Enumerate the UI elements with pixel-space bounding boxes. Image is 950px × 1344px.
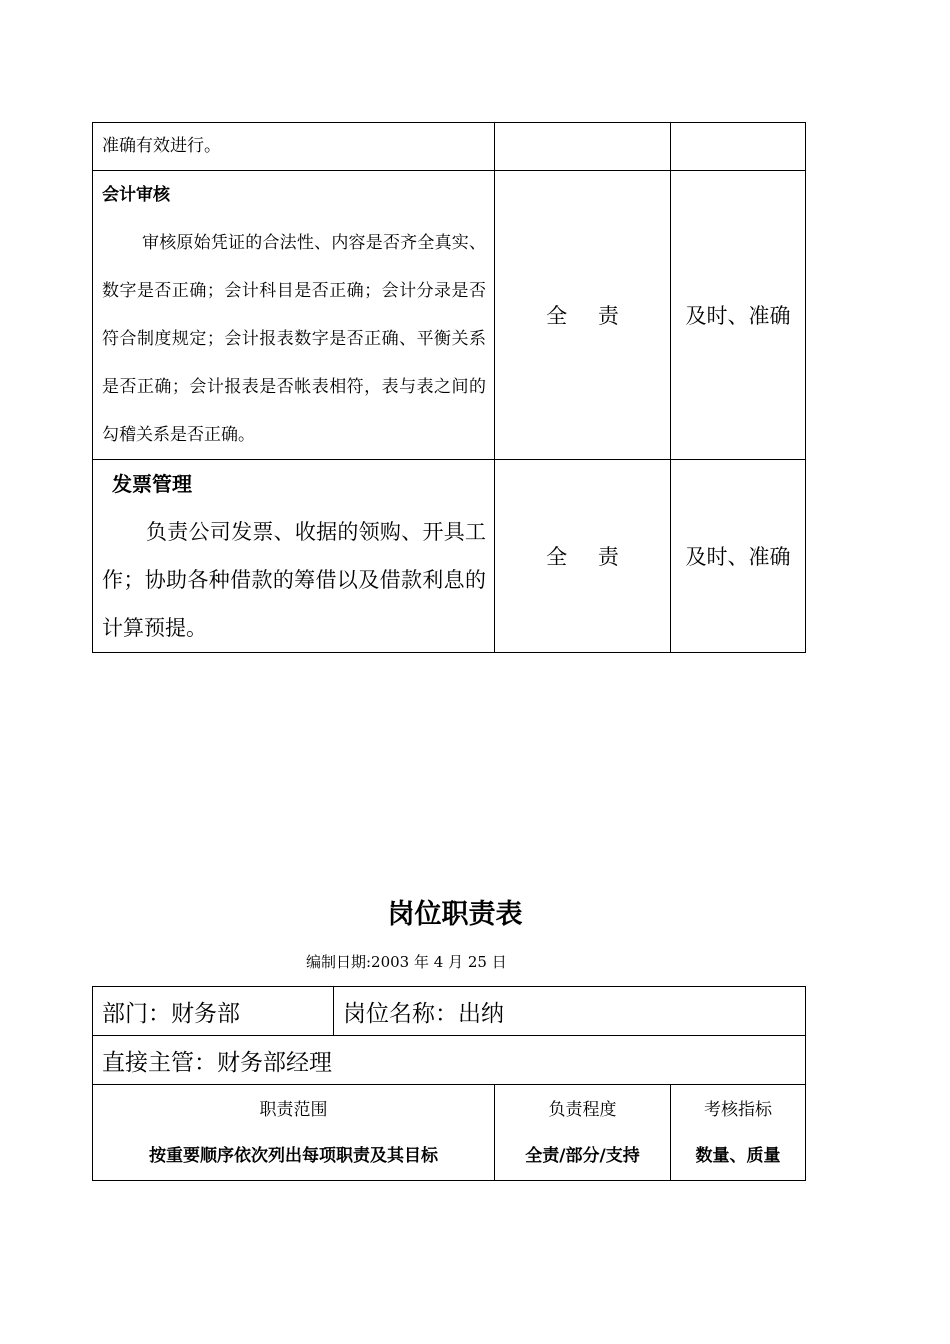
table-row bbox=[93, 1036, 806, 1085]
duty-heading: 发票管理 bbox=[112, 472, 192, 496]
table-row bbox=[93, 460, 806, 653]
indicator-header bbox=[671, 1085, 806, 1181]
degree-header bbox=[495, 1085, 671, 1181]
page-title: 岗位职责表 bbox=[387, 899, 523, 930]
scope-header-subtitle: 按重要顺序依次列出每项职责及其目标 bbox=[149, 1145, 438, 1166]
indicator-header-title: 考核指标 bbox=[704, 1099, 772, 1120]
department-cell bbox=[93, 987, 334, 1036]
duty-heading: 会计审核 bbox=[102, 185, 170, 205]
indicator-header-subtitle: 数量、质量 bbox=[695, 1145, 781, 1166]
supervisor-label: 直接主管：财务部经理 bbox=[102, 1049, 332, 1076]
duty-cell bbox=[93, 460, 495, 653]
compile-date: 编制日期:2003 年 4 月 25 日 bbox=[306, 953, 507, 971]
responsibility-cell bbox=[495, 123, 671, 171]
responsibility-value: 全 责 bbox=[546, 304, 631, 328]
continuation-text: 准确有效进行。 bbox=[102, 136, 221, 156]
duty-table-continued bbox=[92, 122, 806, 653]
table-row bbox=[93, 171, 806, 460]
indicator-value: 及时、准确 bbox=[685, 545, 791, 569]
job-duty-form bbox=[92, 986, 806, 1181]
position-cell bbox=[334, 987, 806, 1036]
responsibility-cell bbox=[495, 171, 671, 460]
department-label: 部门：财务部 bbox=[102, 1000, 240, 1027]
indicator-cell bbox=[671, 171, 806, 460]
duty-description: 审核原始凭证的合法性、内容是否齐全真实、数字是否正确；会计科目是否正确；会计分录是否符合制度规定；会计报表数字是否正确、平衡关系是否正确；会计报表是否帐表相符，表与表之间的勾稽关系是否正确。 bbox=[102, 233, 486, 445]
duty-description: 负责公司发票、收据的领购、开具工作；协助各种借款的筹借以及借款利息的计算预提。 bbox=[102, 520, 486, 640]
degree-header-subtitle: 全责/部分/支持 bbox=[525, 1145, 640, 1166]
responsibility-cell bbox=[495, 460, 671, 653]
supervisor-cell bbox=[93, 1036, 806, 1085]
indicator-cell bbox=[671, 460, 806, 653]
indicator-cell bbox=[671, 123, 806, 171]
responsibility-value: 全 责 bbox=[546, 545, 631, 569]
indicator-value: 及时、准确 bbox=[685, 304, 791, 328]
table-header-row bbox=[93, 1085, 806, 1181]
scope-header-title: 职责范围 bbox=[259, 1099, 328, 1120]
degree-header-title: 负责程度 bbox=[548, 1099, 617, 1120]
duty-cell bbox=[93, 171, 495, 460]
table-row bbox=[93, 123, 806, 171]
scope-header bbox=[93, 1085, 495, 1181]
duty-cell bbox=[93, 123, 495, 171]
position-label: 岗位名称：出纳 bbox=[343, 1000, 504, 1027]
table-row bbox=[93, 987, 806, 1036]
